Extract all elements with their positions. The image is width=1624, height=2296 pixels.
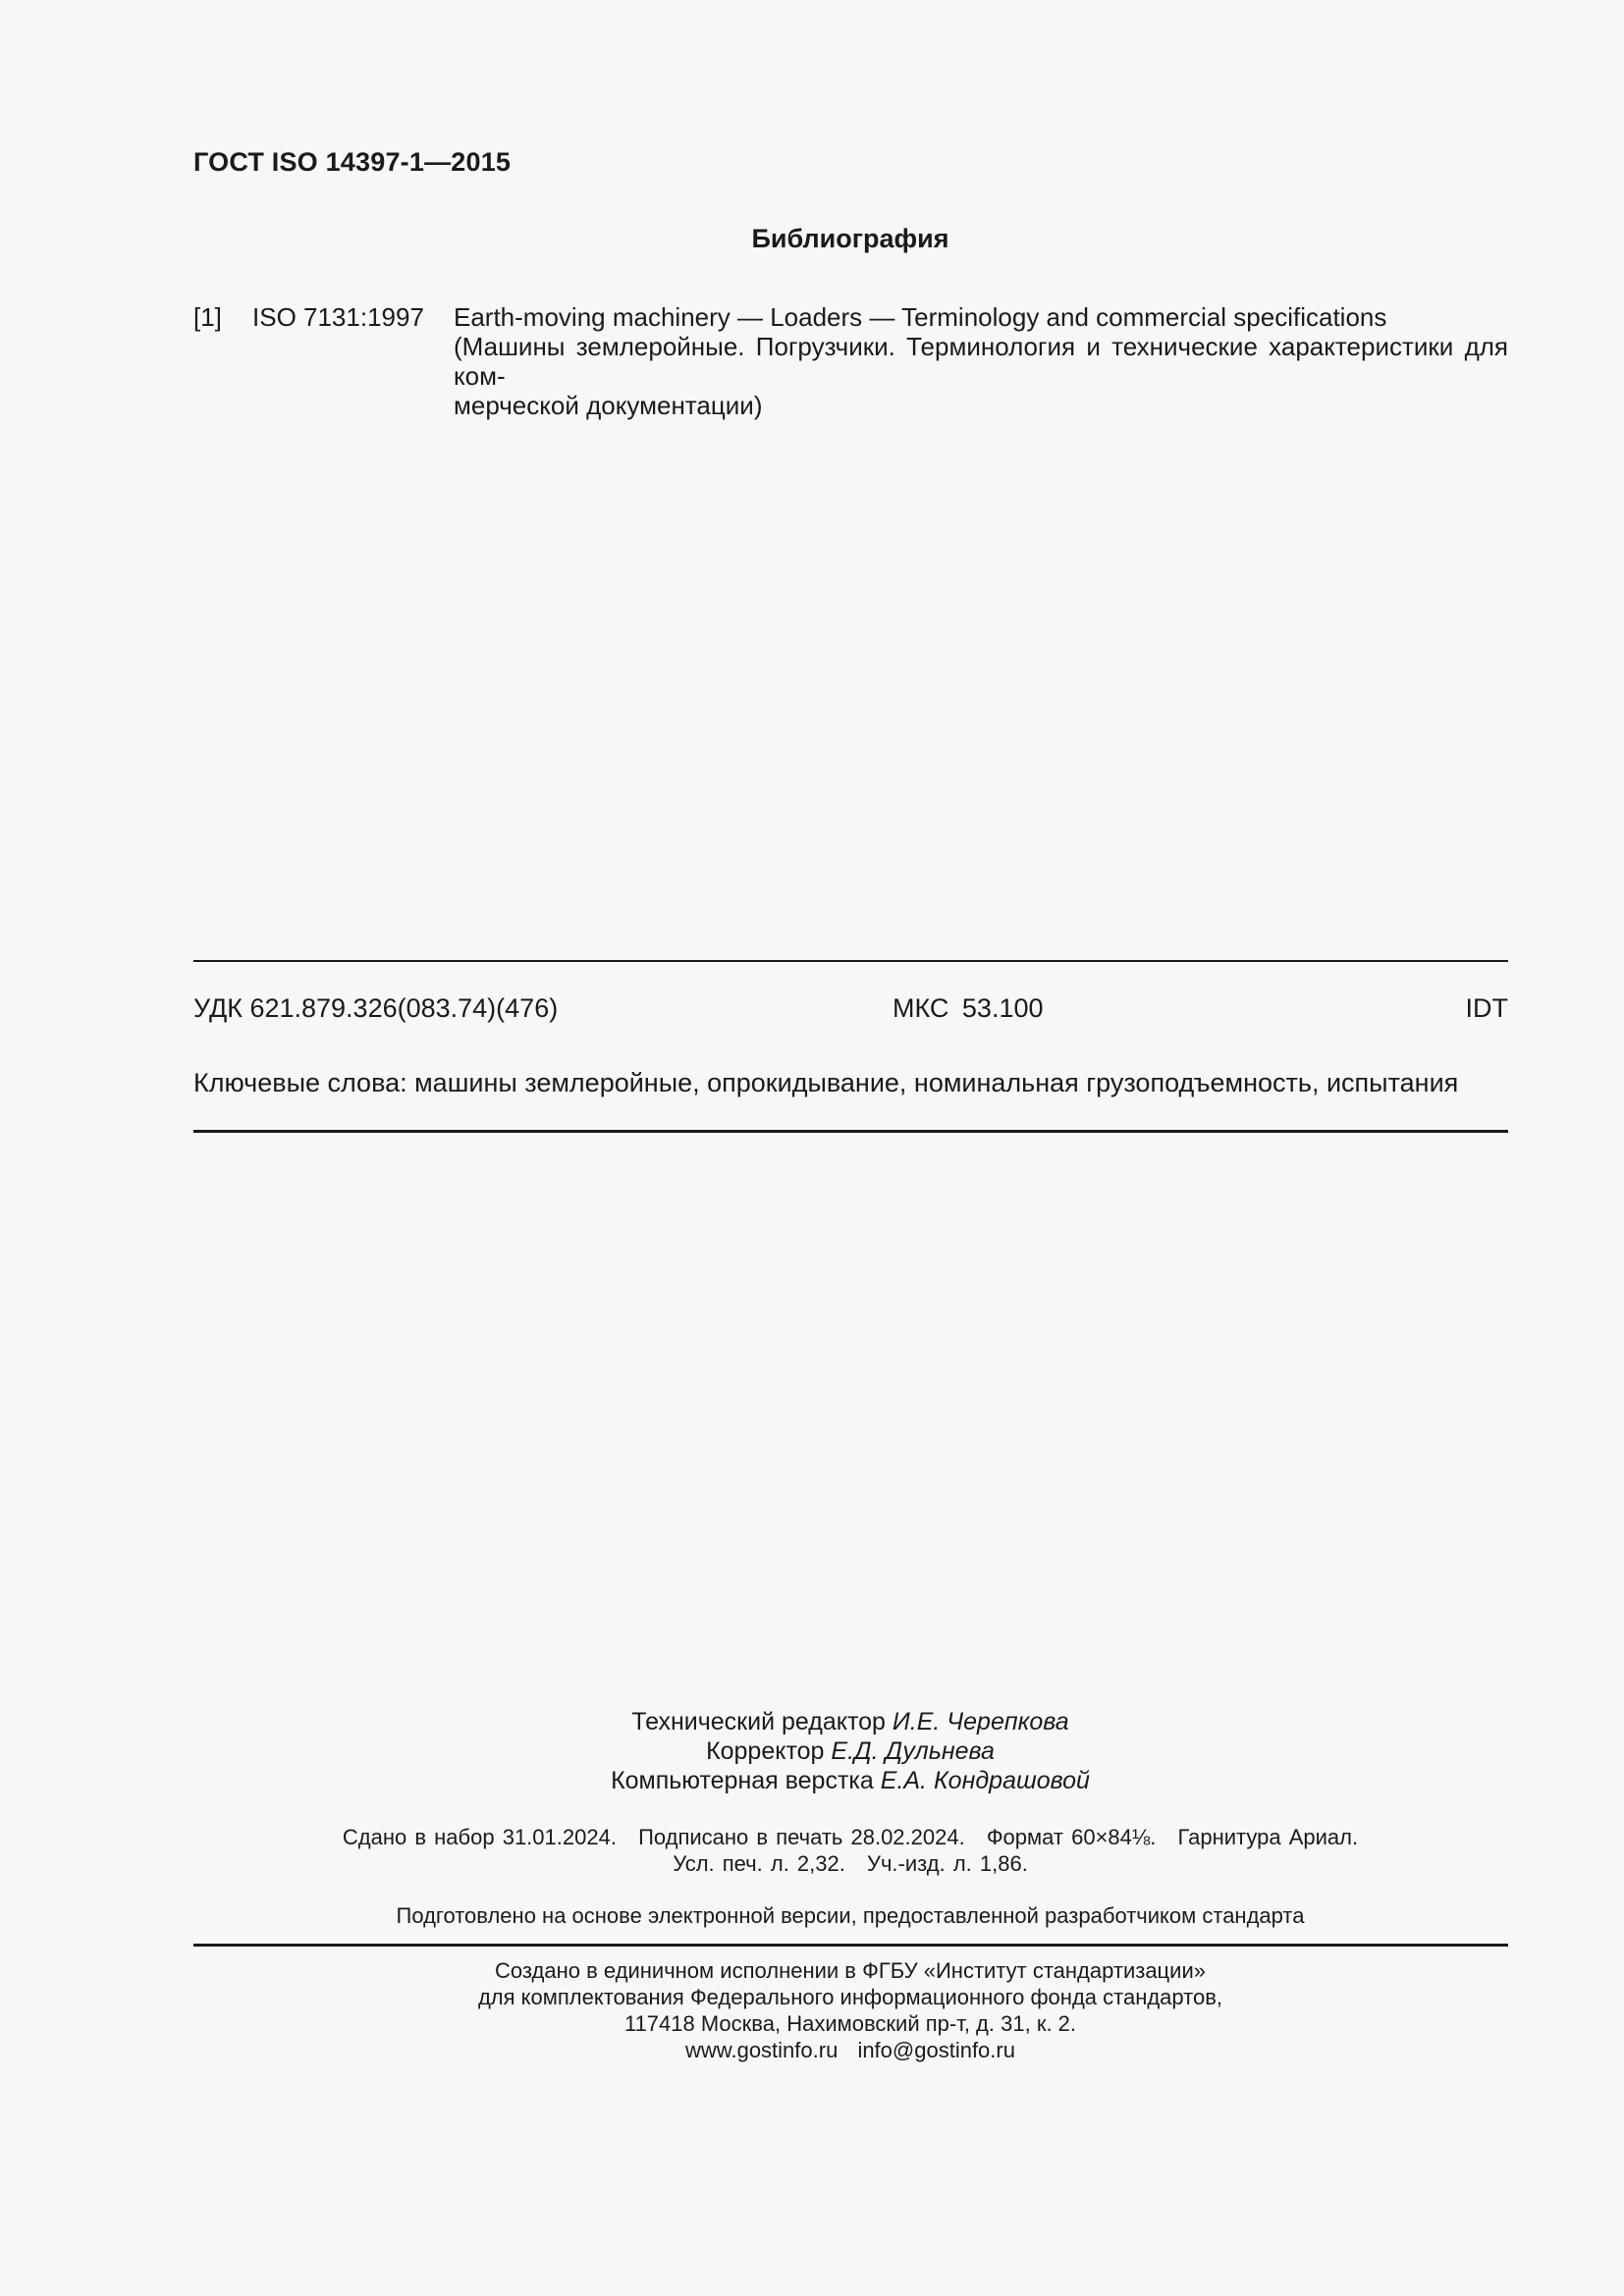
submitted-date: Сдано в набор 31.01.2024. xyxy=(342,1825,617,1849)
layout-name: Е.А. Кондрашовой xyxy=(880,1767,1090,1794)
print-sheets: Усл. печ. л. 2,32. xyxy=(673,1851,845,1876)
publisher-sheets: Уч.-изд. л. 1,86. xyxy=(866,1851,1028,1876)
prepared-note: Подготовлено на основе электронной версии, предоставленной разработчиком стандарта xyxy=(396,1903,1305,1928)
signed-date: Подписано в печать 28.02.2024. xyxy=(638,1825,965,1849)
tech-editor-line xyxy=(0,1707,1624,1736)
divider-footer xyxy=(193,1944,1508,1947)
reference-number: [1] xyxy=(193,302,222,332)
corrector-line xyxy=(0,1736,1624,1766)
footer-line3: 117418 Москва, Нахимовский пр-т, д. 31, к. 2. xyxy=(623,2011,1077,2036)
reference-title-ru-line1: (Машины землеройные. Погрузчики. Терминология и технические характеристики для ком- xyxy=(454,332,1508,391)
footer-contacts xyxy=(0,2037,1624,2063)
print-info xyxy=(0,1824,1624,1877)
reference-title-ru-line2: мерческой документации) xyxy=(454,391,763,420)
footer-line1: Создано в единичном исполнении в ФГБУ «Институт стандартизации» xyxy=(495,1958,1206,1983)
corrector-label: Корректор xyxy=(706,1737,825,1765)
footer-line2: для комплектования Федерального информационного фонда стандартов, xyxy=(477,1985,1223,2009)
reference-text xyxy=(454,302,1508,420)
keywords: Ключевые слова: машины землеройные, опрокидывание, номинальная грузоподъемность, испытания xyxy=(193,1068,1459,1097)
email-link[interactable]: info@gostinfo.ru xyxy=(857,2038,1015,2062)
idt-label: IDT xyxy=(1465,993,1508,1023)
tech-editor-name: И.Е. Черепкова xyxy=(892,1708,1069,1735)
credits-block xyxy=(0,1707,1624,1795)
corrector-name: Е.Д. Дульнева xyxy=(831,1737,995,1765)
tech-editor-label: Технический редактор xyxy=(631,1708,886,1735)
print-info-line1 xyxy=(0,1824,1624,1850)
typeface: Гарнитура Ариал. xyxy=(1177,1825,1359,1849)
print-format: Формат 60×84⅛. xyxy=(986,1825,1157,1849)
layout-line xyxy=(0,1766,1624,1795)
reference-title-en: Earth-moving machinery — Loaders — Terminology and commercial specifications xyxy=(454,302,1387,332)
publisher-footer xyxy=(0,1957,1624,2063)
divider-keywords xyxy=(193,1130,1508,1133)
website-link[interactable]: www.gostinfo.ru xyxy=(685,2038,839,2062)
mks-code: МКС 53.100 xyxy=(893,993,1044,1023)
standard-code: ГОСТ ISO 14397-1—2015 xyxy=(193,147,512,177)
bibliography-title: Библиография xyxy=(751,224,949,253)
print-info-line2 xyxy=(0,1850,1624,1877)
divider-top xyxy=(193,960,1508,962)
layout-label: Компьютерная верстка xyxy=(611,1767,874,1794)
udk-code: УДК 621.879.326(083.74)(476) xyxy=(193,993,559,1023)
reference-code: ISO 7131:1997 xyxy=(252,302,424,332)
